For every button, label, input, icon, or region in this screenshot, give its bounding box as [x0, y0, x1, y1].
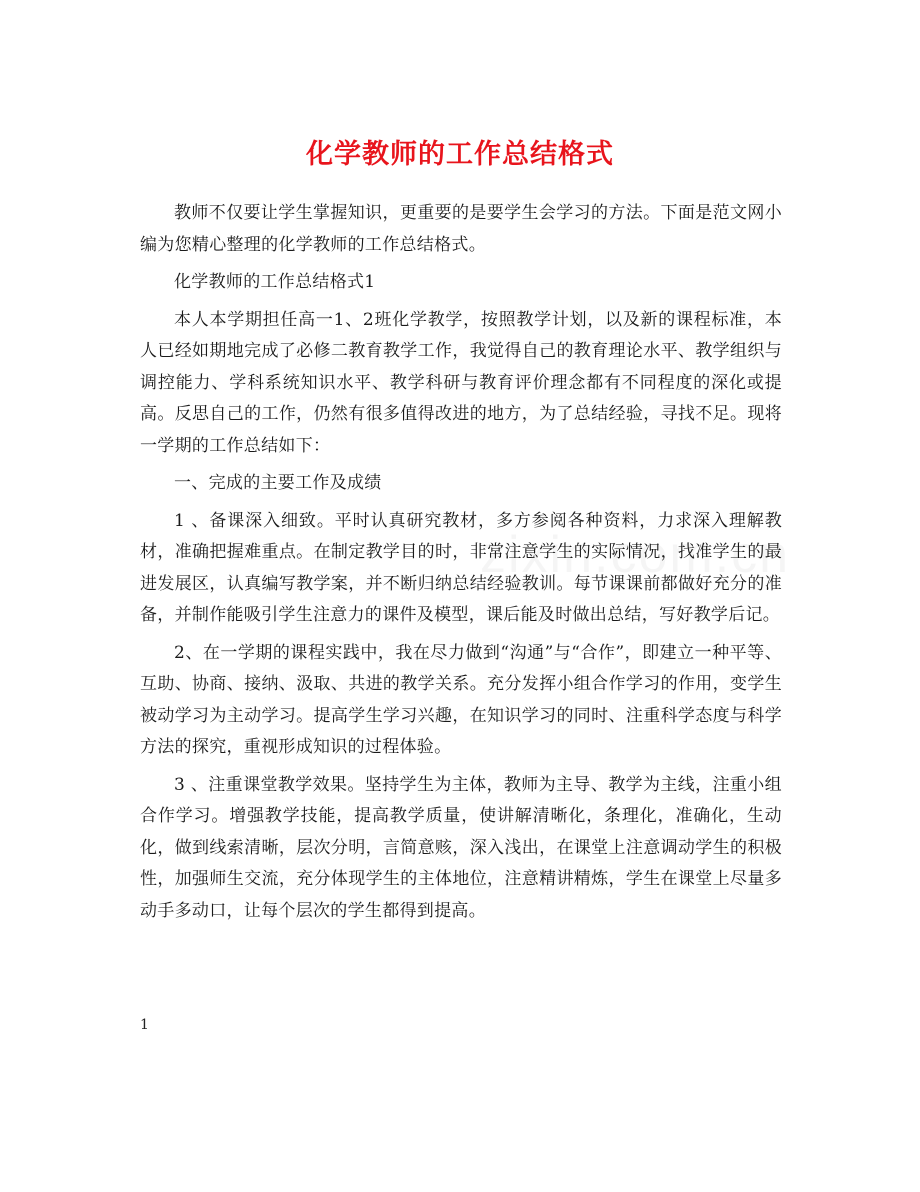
document-title: 化学教师的工作总结格式 [306, 139, 614, 171]
section-heading: 化学教师的工作总结格式1 [174, 272, 376, 292]
page-number: 1 [140, 1017, 149, 1033]
list-item-paragraph: 1 、备课深入细致。平时认真研究教材，多方参阅各种资料，力求深入理解教材，准确把握难重点。在制定教学目的时，非常注意学生的实际情况，找准学生的最进发展区，认真编写教学案，并不断归纳总结经验教训。每节课课前都做好充分的准备，并制作能吸引学生注意力的课件及模型，课后能及时做出总结，写好教学后记。 [140, 510, 782, 625]
document-body [140, 198, 782, 933]
list-item-paragraph: 3 、注重课堂教学效果。坚持学生为主体，教师为主导、教学为主线，注重小组合作学习。增强教学技能，提高教学质量，使讲解清晰化，条理化，准确化，生动化，做到线索清晰，层次分明，言简意赅，深入浅出，在课堂上注意调动学生的积极性，加强师生交流，充分体现学生的主体地位，注意精讲精炼，学生在课堂上尽量多动手多动口，让每个层次的学生都得到提高。 [140, 774, 782, 921]
subsection-heading: 一、完成的主要工作及成绩 [174, 473, 382, 493]
list-item-paragraph: 2、在一学期的课程实践中，我在尽力做到“沟通”与“合作”，即建立一种平等、互助、协商、接纳、汲取、共进的教学关系。充分发挥小组合作学习的作用，变学生被动学习为主动学习。提高学生学习兴趣，在知识学习的同时、注重科学态度与科学方法的探究，重视形成知识的过程体验。 [140, 642, 782, 757]
intro-paragraph: 教师不仅要让学生掌握知识，更重要的是要学生会学习的方法。下面是范文网小编为您精心整理的化学教师的工作总结格式。 [140, 203, 782, 255]
body-paragraph: 本人本学期担任高一1、2班化学教学，按照教学计划，以及新的课程标准，本人已经如期地完成了必修二教育教学工作，我觉得自己的教育理论水平、教学组织与调控能力、学科系统知识水平、教学科研与教育评价理念都有不同程度的深化或提高。反思自己的工作，仍然有很多值得改进的地方，为了总结经验，寻找不足。现将一学期的工作总结如下： [140, 309, 782, 456]
